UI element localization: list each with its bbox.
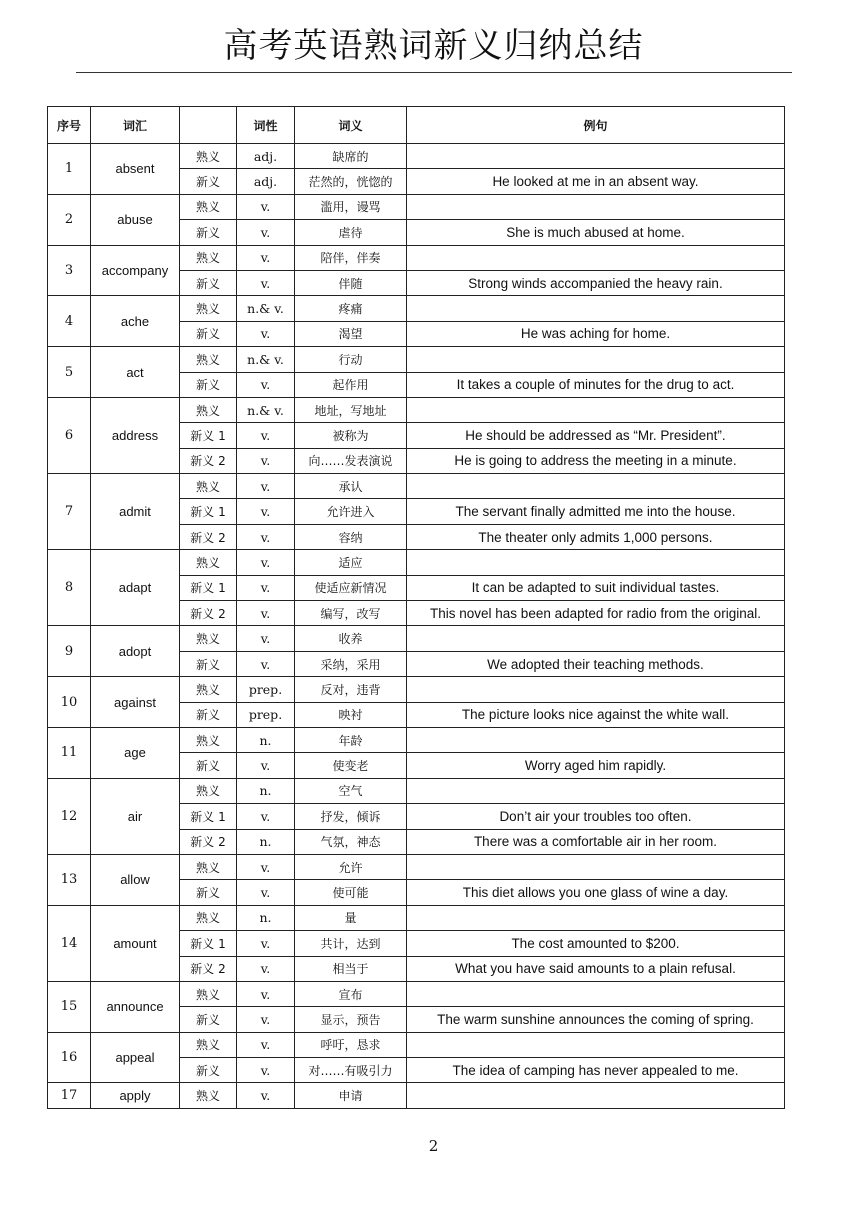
- entry-word: adopt: [91, 626, 180, 677]
- example-sentence: [407, 245, 785, 270]
- meaning-cell: 年龄: [295, 727, 407, 752]
- part-of-speech: v.: [237, 423, 295, 448]
- meaning-cell: 映衬: [295, 702, 407, 727]
- header-number: 序号: [48, 107, 91, 144]
- sense-label: 熟义: [180, 194, 237, 219]
- sense-label: 新义 1: [180, 931, 237, 956]
- entry-number: 7: [48, 474, 91, 550]
- sense-label: 新义: [180, 220, 237, 245]
- entry-word: announce: [91, 981, 180, 1032]
- sense-label: 熟义: [180, 347, 237, 372]
- example-sentence: [407, 397, 785, 422]
- part-of-speech: n.: [237, 778, 295, 803]
- meaning-cell: 容纳: [295, 524, 407, 549]
- header-example: 例句: [407, 107, 785, 144]
- meaning-cell: 允许: [295, 854, 407, 879]
- example-sentence: He should be addressed as “Mr. President”.: [407, 423, 785, 448]
- meaning-cell: 使可能: [295, 880, 407, 905]
- example-sentence: [407, 981, 785, 1006]
- meaning-cell: 承认: [295, 474, 407, 499]
- example-sentence: He is going to address the meeting in a minute.: [407, 448, 785, 473]
- header-pos: 词性: [237, 107, 295, 144]
- example-sentence: [407, 905, 785, 930]
- sense-label: 新义: [180, 753, 237, 778]
- sense-label: 新义: [180, 321, 237, 346]
- entry-number: 4: [48, 296, 91, 347]
- example-sentence: [407, 626, 785, 651]
- example-sentence: [407, 778, 785, 803]
- sense-label: 新义: [180, 651, 237, 676]
- meaning-cell: 显示，预告: [295, 1007, 407, 1032]
- sense-label: 新义 2: [180, 601, 237, 626]
- meaning-cell: 虐待: [295, 220, 407, 245]
- part-of-speech: v.: [237, 245, 295, 270]
- sense-label: 熟义: [180, 626, 237, 651]
- example-sentence: [407, 474, 785, 499]
- entry-number: 10: [48, 677, 91, 728]
- example-sentence: [407, 1032, 785, 1057]
- entry-word: apply: [91, 1083, 180, 1108]
- meaning-cell: 使适应新情况: [295, 575, 407, 600]
- entry-number: 12: [48, 778, 91, 854]
- part-of-speech: n.& v.: [237, 347, 295, 372]
- vocab-table: [47, 106, 785, 1109]
- example-sentence: He was aching for home.: [407, 321, 785, 346]
- meaning-cell: 量: [295, 905, 407, 930]
- example-sentence: The theater only admits 1,000 persons.: [407, 524, 785, 549]
- example-sentence: This diet allows you one glass of wine a day.: [407, 880, 785, 905]
- sense-label: 新义: [180, 1058, 237, 1083]
- example-sentence: [407, 1083, 785, 1108]
- example-sentence: Don’t air your troubles too often.: [407, 804, 785, 829]
- example-sentence: We adopted their teaching methods.: [407, 651, 785, 676]
- part-of-speech: v.: [237, 651, 295, 676]
- table-row: [48, 905, 785, 930]
- part-of-speech: v.: [237, 931, 295, 956]
- sense-label: 新义 1: [180, 499, 237, 524]
- title-underline: [76, 72, 792, 73]
- header-meaning: 词义: [295, 107, 407, 144]
- sense-label: 熟义: [180, 296, 237, 321]
- part-of-speech: v.: [237, 550, 295, 575]
- sense-label: 新义 1: [180, 575, 237, 600]
- entry-number: 9: [48, 626, 91, 677]
- part-of-speech: v.: [237, 804, 295, 829]
- example-sentence: [407, 144, 785, 169]
- part-of-speech: v.: [237, 1032, 295, 1057]
- table-row: [48, 1083, 785, 1108]
- example-sentence: This novel has been adapted for radio from the original.: [407, 601, 785, 626]
- sense-label: 新义: [180, 880, 237, 905]
- sense-label: 熟义: [180, 1032, 237, 1057]
- sense-label: 新义 2: [180, 524, 237, 549]
- table-row: [48, 854, 785, 879]
- sense-label: 熟义: [180, 778, 237, 803]
- table-row: [48, 144, 785, 169]
- entry-number: 3: [48, 245, 91, 296]
- sense-label: 熟义: [180, 905, 237, 930]
- meaning-cell: 申请: [295, 1083, 407, 1108]
- meaning-cell: 缺席的: [295, 144, 407, 169]
- part-of-speech: v.: [237, 981, 295, 1006]
- meaning-cell: 疼痛: [295, 296, 407, 321]
- entry-word: adapt: [91, 550, 180, 626]
- meaning-cell: 反对，违背: [295, 677, 407, 702]
- entry-word: ache: [91, 296, 180, 347]
- part-of-speech: v.: [237, 220, 295, 245]
- example-sentence: The cost amounted to $200.: [407, 931, 785, 956]
- header-sense: [180, 107, 237, 144]
- meaning-cell: 行动: [295, 347, 407, 372]
- example-sentence: The idea of camping has never appealed to me.: [407, 1058, 785, 1083]
- part-of-speech: v.: [237, 372, 295, 397]
- example-sentence: She is much abused at home.: [407, 220, 785, 245]
- part-of-speech: v.: [237, 448, 295, 473]
- meaning-cell: 使变老: [295, 753, 407, 778]
- part-of-speech: v.: [237, 880, 295, 905]
- table-row: [48, 626, 785, 651]
- part-of-speech: v.: [237, 499, 295, 524]
- entry-word: accompany: [91, 245, 180, 296]
- meaning-cell: 地址，写地址: [295, 397, 407, 422]
- meaning-cell: 渴望: [295, 321, 407, 346]
- entry-number: 5: [48, 347, 91, 398]
- example-sentence: [407, 194, 785, 219]
- part-of-speech: n.: [237, 727, 295, 752]
- table-row: [48, 727, 785, 752]
- table-row: [48, 550, 785, 575]
- part-of-speech: v.: [237, 1083, 295, 1108]
- entry-word: absent: [91, 144, 180, 195]
- entry-word: amount: [91, 905, 180, 981]
- example-sentence: Worry aged him rapidly.: [407, 753, 785, 778]
- sense-label: 熟义: [180, 144, 237, 169]
- entry-word: age: [91, 727, 180, 778]
- part-of-speech: v.: [237, 270, 295, 295]
- sense-label: 新义 2: [180, 956, 237, 981]
- entry-word: appeal: [91, 1032, 180, 1083]
- part-of-speech: v.: [237, 1058, 295, 1083]
- sense-label: 熟义: [180, 1083, 237, 1108]
- vocab-table-body: [48, 144, 785, 1109]
- part-of-speech: prep.: [237, 702, 295, 727]
- sense-label: 熟义: [180, 245, 237, 270]
- meaning-cell: 呼吁，恳求: [295, 1032, 407, 1057]
- part-of-speech: prep.: [237, 677, 295, 702]
- sense-label: 熟义: [180, 474, 237, 499]
- sense-label: 新义: [180, 702, 237, 727]
- page-title: 高考英语熟词新义归纳总结: [223, 26, 644, 66]
- meaning-cell: 气氛，神态: [295, 829, 407, 854]
- part-of-speech: v.: [237, 474, 295, 499]
- example-sentence: It takes a couple of minutes for the drug to act.: [407, 372, 785, 397]
- entry-word: abuse: [91, 194, 180, 245]
- part-of-speech: n.& v.: [237, 397, 295, 422]
- meaning-cell: 陪伴，伴奏: [295, 245, 407, 270]
- table-row: [48, 1032, 785, 1057]
- example-sentence: [407, 347, 785, 372]
- part-of-speech: v.: [237, 854, 295, 879]
- meaning-cell: 相当于: [295, 956, 407, 981]
- meaning-cell: 收养: [295, 626, 407, 651]
- meaning-cell: 被称为: [295, 423, 407, 448]
- meaning-cell: 共计，达到: [295, 931, 407, 956]
- sense-label: 新义: [180, 169, 237, 194]
- example-sentence: [407, 854, 785, 879]
- part-of-speech: v.: [237, 575, 295, 600]
- part-of-speech: v.: [237, 194, 295, 219]
- sense-label: 熟义: [180, 727, 237, 752]
- example-sentence: He looked at me in an absent way.: [407, 169, 785, 194]
- part-of-speech: adj.: [237, 169, 295, 194]
- part-of-speech: v.: [237, 524, 295, 549]
- table-row: [48, 778, 785, 803]
- table-row: [48, 245, 785, 270]
- entry-word: against: [91, 677, 180, 728]
- part-of-speech: v.: [237, 956, 295, 981]
- part-of-speech: v.: [237, 753, 295, 778]
- meaning-cell: 宣布: [295, 981, 407, 1006]
- example-sentence: [407, 727, 785, 752]
- entry-number: 16: [48, 1032, 91, 1083]
- example-sentence: Strong winds accompanied the heavy rain.: [407, 270, 785, 295]
- sense-label: 熟义: [180, 854, 237, 879]
- table-row: [48, 296, 785, 321]
- entry-number: 15: [48, 981, 91, 1032]
- entry-number: 17: [48, 1083, 91, 1108]
- sense-label: 熟义: [180, 677, 237, 702]
- part-of-speech: v.: [237, 1007, 295, 1032]
- meaning-cell: 向……发表演说: [295, 448, 407, 473]
- entry-number: 6: [48, 397, 91, 473]
- part-of-speech: adj.: [237, 144, 295, 169]
- part-of-speech: v.: [237, 626, 295, 651]
- meaning-cell: 编写，改写: [295, 601, 407, 626]
- part-of-speech: n.& v.: [237, 296, 295, 321]
- sense-label: 新义 2: [180, 448, 237, 473]
- meaning-cell: 起作用: [295, 372, 407, 397]
- entry-word: admit: [91, 474, 180, 550]
- example-sentence: It can be adapted to suit individual tastes.: [407, 575, 785, 600]
- sense-label: 新义: [180, 372, 237, 397]
- entry-number: 11: [48, 727, 91, 778]
- entry-word: act: [91, 347, 180, 398]
- meaning-cell: 抒发，倾诉: [295, 804, 407, 829]
- example-sentence: The servant finally admitted me into the house.: [407, 499, 785, 524]
- entry-word: air: [91, 778, 180, 854]
- meaning-cell: 空气: [295, 778, 407, 803]
- example-sentence: [407, 296, 785, 321]
- entry-number: 1: [48, 144, 91, 195]
- example-sentence: The warm sunshine announces the coming of spring.: [407, 1007, 785, 1032]
- table-row: [48, 194, 785, 219]
- example-sentence: There was a comfortable air in her room.: [407, 829, 785, 854]
- sense-label: 新义 1: [180, 804, 237, 829]
- example-sentence: [407, 677, 785, 702]
- meaning-cell: 滥用，谩骂: [295, 194, 407, 219]
- meaning-cell: 对……有吸引力: [295, 1058, 407, 1083]
- table-row: [48, 397, 785, 422]
- meaning-cell: 茫然的，恍惚的: [295, 169, 407, 194]
- sense-label: 新义: [180, 1007, 237, 1032]
- meaning-cell: 允许进入: [295, 499, 407, 524]
- table-row: [48, 474, 785, 499]
- sense-label: 熟义: [180, 550, 237, 575]
- sense-label: 熟义: [180, 981, 237, 1006]
- sense-label: 新义 1: [180, 423, 237, 448]
- header-row: [48, 107, 785, 144]
- table-row: [48, 981, 785, 1006]
- meaning-cell: 伴随: [295, 270, 407, 295]
- entry-word: address: [91, 397, 180, 473]
- part-of-speech: v.: [237, 321, 295, 346]
- entry-number: 13: [48, 854, 91, 905]
- entry-word: allow: [91, 854, 180, 905]
- entry-number: 14: [48, 905, 91, 981]
- example-sentence: What you have said amounts to a plain refusal.: [407, 956, 785, 981]
- table-row: [48, 677, 785, 702]
- entry-number: 8: [48, 550, 91, 626]
- sense-label: 新义 2: [180, 829, 237, 854]
- sense-label: 新义: [180, 270, 237, 295]
- page-number: 2: [428, 1137, 439, 1155]
- part-of-speech: n.: [237, 829, 295, 854]
- meaning-cell: 采纳，采用: [295, 651, 407, 676]
- header-word: 词汇: [91, 107, 180, 144]
- part-of-speech: n.: [237, 905, 295, 930]
- sense-label: 熟义: [180, 397, 237, 422]
- entry-number: 2: [48, 194, 91, 245]
- example-sentence: The picture looks nice against the white wall.: [407, 702, 785, 727]
- meaning-cell: 适应: [295, 550, 407, 575]
- table-row: [48, 347, 785, 372]
- part-of-speech: v.: [237, 601, 295, 626]
- example-sentence: [407, 550, 785, 575]
